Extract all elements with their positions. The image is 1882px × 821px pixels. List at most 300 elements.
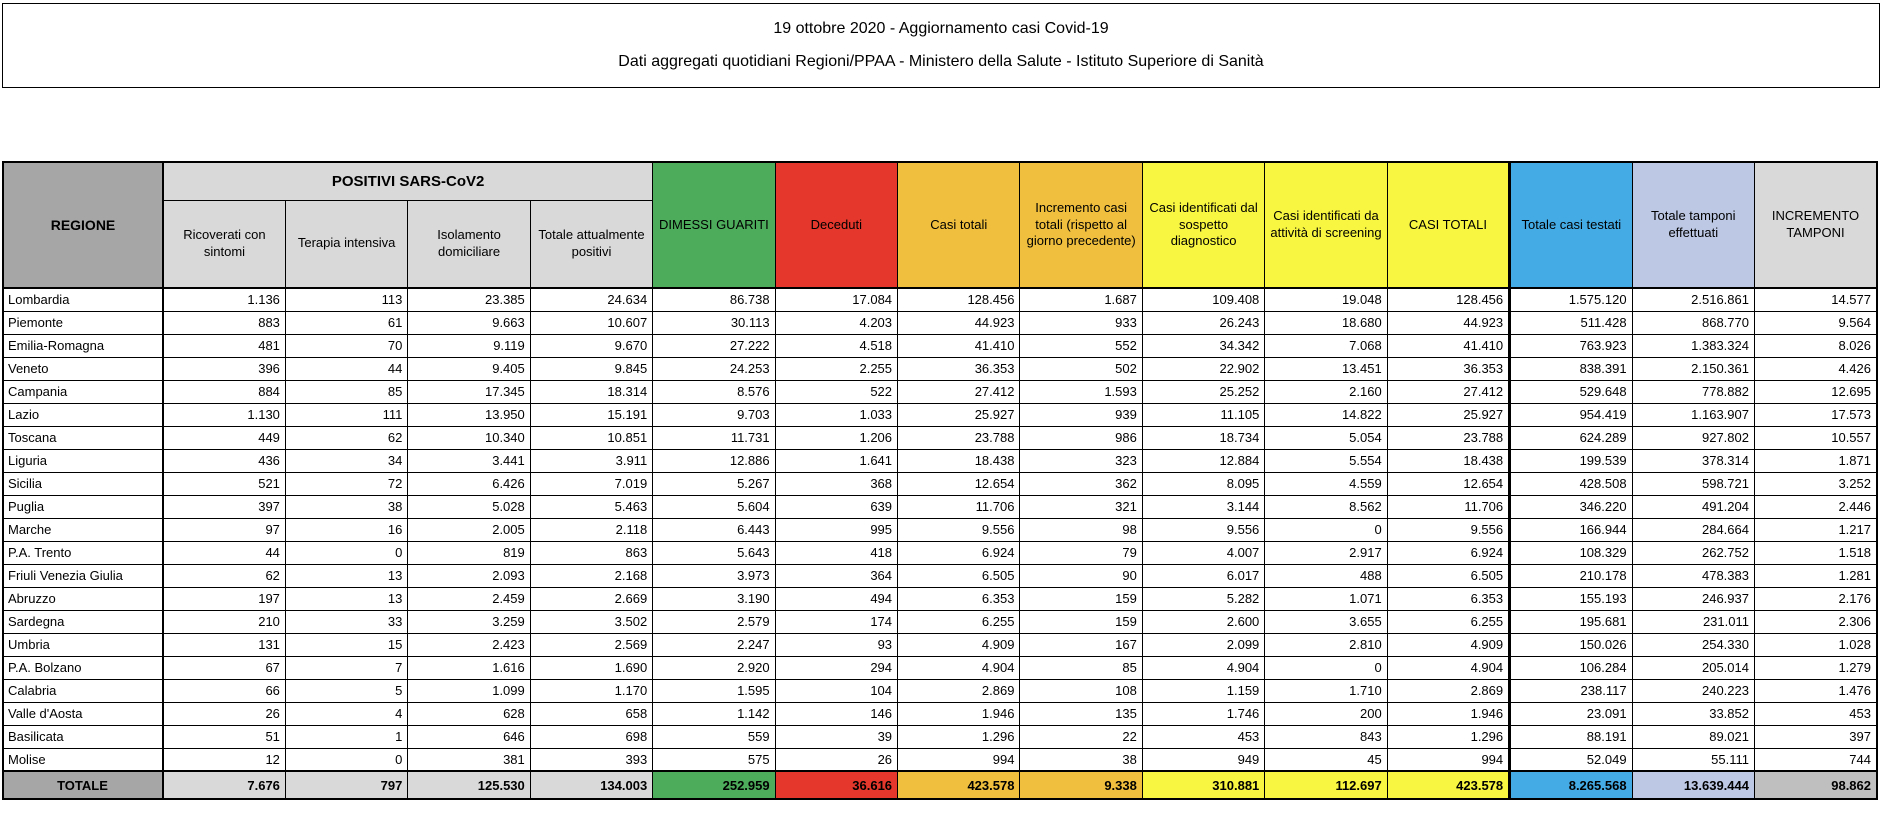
value-cell: 36.353 <box>1387 357 1509 380</box>
value-cell: 22.902 <box>1142 357 1264 380</box>
value-cell: 6.255 <box>1387 610 1509 633</box>
value-cell: 61 <box>285 311 407 334</box>
value-cell: 449 <box>163 426 285 449</box>
value-cell: 134.003 <box>530 771 652 799</box>
value-cell: 2.516.861 <box>1632 288 1754 311</box>
column-header-totale-positivi: Totale attualmente positivi <box>530 200 652 288</box>
value-cell: 9.338 <box>1020 771 1142 799</box>
group-header-positivi: POSITIVI SARS-CoV2 <box>163 162 653 200</box>
value-cell: 6.505 <box>898 564 1020 587</box>
value-cell: 108.329 <box>1510 541 1632 564</box>
value-cell: 26 <box>163 702 285 725</box>
value-cell: 18.438 <box>898 449 1020 472</box>
value-cell: 33 <box>285 610 407 633</box>
value-cell: 1.296 <box>898 725 1020 748</box>
value-cell: 7.019 <box>530 472 652 495</box>
total-label-cell: TOTALE <box>3 771 163 799</box>
value-cell: 98.862 <box>1754 771 1877 799</box>
value-cell: 52.049 <box>1510 748 1632 771</box>
value-cell: 2.459 <box>408 587 530 610</box>
value-cell: 88.191 <box>1510 725 1632 748</box>
column-header-incremento-tamponi: INCREMENTO TAMPONI <box>1754 162 1877 288</box>
value-cell: 5.282 <box>1142 587 1264 610</box>
value-cell: 11.706 <box>1387 495 1509 518</box>
total-row <box>3 771 1877 799</box>
table-row <box>3 495 1877 518</box>
value-cell: 1.170 <box>530 679 652 702</box>
column-header-incremento-casi: Incremento casi totali (rispetto al giorno precedente) <box>1020 162 1142 288</box>
value-cell: 491.204 <box>1632 495 1754 518</box>
value-cell: 24.634 <box>530 288 652 311</box>
value-cell: 18.438 <box>1387 449 1509 472</box>
value-cell: 85 <box>1020 656 1142 679</box>
value-cell: 9.556 <box>1387 518 1509 541</box>
value-cell: 5.604 <box>653 495 775 518</box>
table-row <box>3 702 1877 725</box>
value-cell: 62 <box>163 564 285 587</box>
value-cell: 79 <box>1020 541 1142 564</box>
value-cell: 2.810 <box>1265 633 1387 656</box>
value-cell: 25.252 <box>1142 380 1264 403</box>
value-cell: 1.142 <box>653 702 775 725</box>
value-cell: 2.150.361 <box>1632 357 1754 380</box>
value-cell: 10.340 <box>408 426 530 449</box>
table-row <box>3 311 1877 334</box>
value-cell: 628 <box>408 702 530 725</box>
value-cell: 9.663 <box>408 311 530 334</box>
value-cell: 17.573 <box>1754 403 1877 426</box>
value-cell: 210 <box>163 610 285 633</box>
value-cell: 522 <box>775 380 897 403</box>
value-cell: 1.575.120 <box>1510 288 1632 311</box>
value-cell: 4.904 <box>898 656 1020 679</box>
value-cell: 1.163.907 <box>1632 403 1754 426</box>
value-cell: 397 <box>1754 725 1877 748</box>
value-cell: 1.946 <box>1387 702 1509 725</box>
value-cell: 1.206 <box>775 426 897 449</box>
value-cell: 1.071 <box>1265 587 1387 610</box>
value-cell: 4.909 <box>898 633 1020 656</box>
value-cell: 954.419 <box>1510 403 1632 426</box>
value-cell: 41.410 <box>898 334 1020 357</box>
value-cell: 10.607 <box>530 311 652 334</box>
value-cell: 502 <box>1020 357 1142 380</box>
value-cell: 393 <box>530 748 652 771</box>
value-cell: 4 <box>285 702 407 725</box>
value-cell: 2.005 <box>408 518 530 541</box>
column-header-ricoverati: Ricoverati con sintomi <box>163 200 285 288</box>
value-cell: 9.119 <box>408 334 530 357</box>
value-cell: 2.600 <box>1142 610 1264 633</box>
region-name-cell: Toscana <box>3 426 163 449</box>
value-cell: 70 <box>285 334 407 357</box>
region-name-cell: P.A. Bolzano <box>3 656 163 679</box>
value-cell: 2.306 <box>1754 610 1877 633</box>
value-cell: 238.117 <box>1510 679 1632 702</box>
value-cell: 254.330 <box>1632 633 1754 656</box>
value-cell: 994 <box>898 748 1020 771</box>
value-cell: 1.710 <box>1265 679 1387 702</box>
value-cell: 6.924 <box>898 541 1020 564</box>
table-row <box>3 587 1877 610</box>
value-cell: 67 <box>163 656 285 679</box>
region-name-cell: Piemonte <box>3 311 163 334</box>
value-cell: 883 <box>163 311 285 334</box>
column-header-terapia-intensiva: Terapia intensiva <box>285 200 407 288</box>
value-cell: 26.243 <box>1142 311 1264 334</box>
value-cell: 2.118 <box>530 518 652 541</box>
value-cell: 262.752 <box>1632 541 1754 564</box>
value-cell: 44.923 <box>898 311 1020 334</box>
value-cell: 195.681 <box>1510 610 1632 633</box>
table-row <box>3 449 1877 472</box>
value-cell: 34.342 <box>1142 334 1264 357</box>
value-cell: 8.576 <box>653 380 775 403</box>
value-cell: 12 <box>163 748 285 771</box>
value-cell: 33.852 <box>1632 702 1754 725</box>
value-cell: 197 <box>163 587 285 610</box>
region-name-cell: Lazio <box>3 403 163 426</box>
column-header-sospetto-diagnostico: Casi identificati dal sospetto diagnostico <box>1142 162 1264 288</box>
value-cell: 159 <box>1020 610 1142 633</box>
value-cell: 44 <box>285 357 407 380</box>
table-body <box>3 288 1877 799</box>
value-cell: 436 <box>163 449 285 472</box>
value-cell: 7.068 <box>1265 334 1387 357</box>
value-cell: 27.412 <box>1387 380 1509 403</box>
value-cell: 1.296 <box>1387 725 1509 748</box>
value-cell: 423.578 <box>1387 771 1509 799</box>
region-name-cell: Umbria <box>3 633 163 656</box>
value-cell: 27.222 <box>653 334 775 357</box>
value-cell: 22 <box>1020 725 1142 748</box>
value-cell: 559 <box>653 725 775 748</box>
column-header-casi-testati: Totale casi testati <box>1510 162 1632 288</box>
value-cell: 11.731 <box>653 426 775 449</box>
table-row <box>3 426 1877 449</box>
value-cell: 481 <box>163 334 285 357</box>
value-cell: 3.190 <box>653 587 775 610</box>
covid-data-table <box>2 161 1878 800</box>
value-cell: 24.253 <box>653 357 775 380</box>
value-cell: 3.911 <box>530 449 652 472</box>
value-cell: 6.426 <box>408 472 530 495</box>
value-cell: 6.505 <box>1387 564 1509 587</box>
value-cell: 418 <box>775 541 897 564</box>
value-cell: 1.687 <box>1020 288 1142 311</box>
value-cell: 639 <box>775 495 897 518</box>
column-header-casi-totali-riepilogo: CASI TOTALI <box>1387 162 1509 288</box>
value-cell: 174 <box>775 610 897 633</box>
value-cell: 6.255 <box>898 610 1020 633</box>
value-cell: 11.706 <box>898 495 1020 518</box>
value-cell: 6.443 <box>653 518 775 541</box>
value-cell: 310.881 <box>1142 771 1264 799</box>
value-cell: 1.217 <box>1754 518 1877 541</box>
value-cell: 23.788 <box>898 426 1020 449</box>
value-cell: 552 <box>1020 334 1142 357</box>
value-cell: 3.252 <box>1754 472 1877 495</box>
value-cell: 17.345 <box>408 380 530 403</box>
region-name-cell: Sicilia <box>3 472 163 495</box>
value-cell: 428.508 <box>1510 472 1632 495</box>
value-cell: 166.944 <box>1510 518 1632 541</box>
value-cell: 6.924 <box>1387 541 1509 564</box>
value-cell: 397 <box>163 495 285 518</box>
value-cell: 135 <box>1020 702 1142 725</box>
value-cell: 778.882 <box>1632 380 1754 403</box>
value-cell: 0 <box>1265 518 1387 541</box>
value-cell: 97 <box>163 518 285 541</box>
value-cell: 128.456 <box>898 288 1020 311</box>
value-cell: 624.289 <box>1510 426 1632 449</box>
table-header <box>3 162 1877 288</box>
value-cell: 0 <box>1265 656 1387 679</box>
column-header-deceduti: Deceduti <box>775 162 897 288</box>
value-cell: 167 <box>1020 633 1142 656</box>
value-cell: 364 <box>775 564 897 587</box>
value-cell: 72 <box>285 472 407 495</box>
value-cell: 8.265.568 <box>1510 771 1632 799</box>
region-name-cell: Liguria <box>3 449 163 472</box>
value-cell: 9.703 <box>653 403 775 426</box>
value-cell: 933 <box>1020 311 1142 334</box>
value-cell: 108 <box>1020 679 1142 702</box>
region-name-cell: Abruzzo <box>3 587 163 610</box>
value-cell: 41.410 <box>1387 334 1509 357</box>
value-cell: 646 <box>408 725 530 748</box>
value-cell: 4.904 <box>1142 656 1264 679</box>
value-cell: 478.383 <box>1632 564 1754 587</box>
value-cell: 16 <box>285 518 407 541</box>
value-cell: 494 <box>775 587 897 610</box>
value-cell: 1.136 <box>163 288 285 311</box>
column-header-tamponi-effettuati: Totale tamponi effettuati <box>1632 162 1754 288</box>
value-cell: 2.446 <box>1754 495 1877 518</box>
value-cell: 5.028 <box>408 495 530 518</box>
value-cell: 1.746 <box>1142 702 1264 725</box>
value-cell: 5.463 <box>530 495 652 518</box>
value-cell: 843 <box>1265 725 1387 748</box>
value-cell: 2.869 <box>898 679 1020 702</box>
value-cell: 884 <box>163 380 285 403</box>
value-cell: 104 <box>775 679 897 702</box>
value-cell: 18.734 <box>1142 426 1264 449</box>
table-row <box>3 564 1877 587</box>
table-row <box>3 610 1877 633</box>
value-cell: 25.927 <box>1387 403 1509 426</box>
table-row <box>3 403 1877 426</box>
value-cell: 199.539 <box>1510 449 1632 472</box>
value-cell: 12.654 <box>1387 472 1509 495</box>
value-cell: 3.502 <box>530 610 652 633</box>
region-name-cell: Campania <box>3 380 163 403</box>
value-cell: 10.557 <box>1754 426 1877 449</box>
value-cell: 8.095 <box>1142 472 1264 495</box>
value-cell: 89.021 <box>1632 725 1754 748</box>
region-name-cell: Friuli Venezia Giulia <box>3 564 163 587</box>
value-cell: 1.595 <box>653 679 775 702</box>
value-cell: 362 <box>1020 472 1142 495</box>
value-cell: 939 <box>1020 403 1142 426</box>
value-cell: 819 <box>408 541 530 564</box>
value-cell: 521 <box>163 472 285 495</box>
value-cell: 23.788 <box>1387 426 1509 449</box>
value-cell: 986 <box>1020 426 1142 449</box>
value-cell: 2.168 <box>530 564 652 587</box>
value-cell: 994 <box>1387 748 1509 771</box>
value-cell: 210.178 <box>1510 564 1632 587</box>
value-cell: 240.223 <box>1632 679 1754 702</box>
value-cell: 321 <box>1020 495 1142 518</box>
value-cell: 39 <box>775 725 897 748</box>
value-cell: 5.267 <box>653 472 775 495</box>
value-cell: 12.695 <box>1754 380 1877 403</box>
value-cell: 112.697 <box>1265 771 1387 799</box>
value-cell: 346.220 <box>1510 495 1632 518</box>
value-cell: 27.412 <box>898 380 1020 403</box>
table-row <box>3 380 1877 403</box>
value-cell: 98 <box>1020 518 1142 541</box>
value-cell: 529.648 <box>1510 380 1632 403</box>
value-cell: 25.927 <box>898 403 1020 426</box>
value-cell: 93 <box>775 633 897 656</box>
region-name-cell: Veneto <box>3 357 163 380</box>
value-cell: 838.391 <box>1510 357 1632 380</box>
value-cell: 1.616 <box>408 656 530 679</box>
value-cell: 1.281 <box>1754 564 1877 587</box>
table-row <box>3 541 1877 564</box>
value-cell: 3.144 <box>1142 495 1264 518</box>
region-name-cell: Sardegna <box>3 610 163 633</box>
value-cell: 763.923 <box>1510 334 1632 357</box>
value-cell: 0 <box>285 541 407 564</box>
value-cell: 863 <box>530 541 652 564</box>
value-cell: 2.579 <box>653 610 775 633</box>
value-cell: 698 <box>530 725 652 748</box>
value-cell: 2.669 <box>530 587 652 610</box>
region-name-cell: Valle d'Aosta <box>3 702 163 725</box>
value-cell: 36.616 <box>775 771 897 799</box>
value-cell: 2.160 <box>1265 380 1387 403</box>
column-header-screening: Casi identificati da attività di screening <box>1265 162 1387 288</box>
value-cell: 6.017 <box>1142 564 1264 587</box>
value-cell: 5.554 <box>1265 449 1387 472</box>
value-cell: 2.255 <box>775 357 897 380</box>
value-cell: 150.026 <box>1510 633 1632 656</box>
value-cell: 995 <box>775 518 897 541</box>
value-cell: 13.639.444 <box>1632 771 1754 799</box>
region-name-cell: Emilia-Romagna <box>3 334 163 357</box>
value-cell: 90 <box>1020 564 1142 587</box>
value-cell: 51 <box>163 725 285 748</box>
value-cell: 131 <box>163 633 285 656</box>
value-cell: 55.111 <box>1632 748 1754 771</box>
value-cell: 6.353 <box>1387 587 1509 610</box>
value-cell: 4.426 <box>1754 357 1877 380</box>
value-cell: 2.920 <box>653 656 775 679</box>
value-cell: 4.904 <box>1387 656 1509 679</box>
table-row <box>3 334 1877 357</box>
region-name-cell: Marche <box>3 518 163 541</box>
value-cell: 12.884 <box>1142 449 1264 472</box>
value-cell: 1.028 <box>1754 633 1877 656</box>
value-cell: 246.937 <box>1632 587 1754 610</box>
value-cell: 13 <box>285 564 407 587</box>
value-cell: 14.577 <box>1754 288 1877 311</box>
value-cell: 927.802 <box>1632 426 1754 449</box>
value-cell: 3.655 <box>1265 610 1387 633</box>
value-cell: 85 <box>285 380 407 403</box>
table-row <box>3 656 1877 679</box>
value-cell: 368 <box>775 472 897 495</box>
value-cell: 113 <box>285 288 407 311</box>
value-cell: 381 <box>408 748 530 771</box>
value-cell: 18.680 <box>1265 311 1387 334</box>
value-cell: 15 <box>285 633 407 656</box>
value-cell: 284.664 <box>1632 518 1754 541</box>
value-cell: 2.423 <box>408 633 530 656</box>
region-name-cell: Calabria <box>3 679 163 702</box>
value-cell: 378.314 <box>1632 449 1754 472</box>
value-cell: 10.851 <box>530 426 652 449</box>
value-cell: 9.405 <box>408 357 530 380</box>
value-cell: 15.191 <box>530 403 652 426</box>
value-cell: 744 <box>1754 748 1877 771</box>
value-cell: 1.690 <box>530 656 652 679</box>
value-cell: 23.385 <box>408 288 530 311</box>
value-cell: 2.917 <box>1265 541 1387 564</box>
column-header-regione: REGIONE <box>3 162 163 288</box>
table-row <box>3 357 1877 380</box>
value-cell: 109.408 <box>1142 288 1264 311</box>
region-name-cell: Lombardia <box>3 288 163 311</box>
value-cell: 18.314 <box>530 380 652 403</box>
value-cell: 3.441 <box>408 449 530 472</box>
table-row <box>3 518 1877 541</box>
value-cell: 205.014 <box>1632 656 1754 679</box>
value-cell: 23.091 <box>1510 702 1632 725</box>
value-cell: 949 <box>1142 748 1264 771</box>
value-cell: 797 <box>285 771 407 799</box>
value-cell: 1.033 <box>775 403 897 426</box>
value-cell: 396 <box>163 357 285 380</box>
value-cell: 453 <box>1142 725 1264 748</box>
value-cell: 9.556 <box>898 518 1020 541</box>
value-cell: 1.518 <box>1754 541 1877 564</box>
value-cell: 1.641 <box>775 449 897 472</box>
value-cell: 5 <box>285 679 407 702</box>
value-cell: 36.353 <box>898 357 1020 380</box>
table-row <box>3 288 1877 311</box>
value-cell: 1.946 <box>898 702 1020 725</box>
value-cell: 7.676 <box>163 771 285 799</box>
region-name-cell: Basilicata <box>3 725 163 748</box>
value-cell: 1.871 <box>1754 449 1877 472</box>
column-header-dimessi-guariti: DIMESSI GUARITI <box>653 162 775 288</box>
value-cell: 453 <box>1754 702 1877 725</box>
value-cell: 45 <box>1265 748 1387 771</box>
table-row <box>3 748 1877 771</box>
value-cell: 2.093 <box>408 564 530 587</box>
value-cell: 44.923 <box>1387 311 1509 334</box>
value-cell: 159 <box>1020 587 1142 610</box>
value-cell: 2.176 <box>1754 587 1877 610</box>
region-name-cell: Puglia <box>3 495 163 518</box>
value-cell: 4.518 <box>775 334 897 357</box>
value-cell: 111 <box>285 403 407 426</box>
value-cell: 128.456 <box>1387 288 1509 311</box>
